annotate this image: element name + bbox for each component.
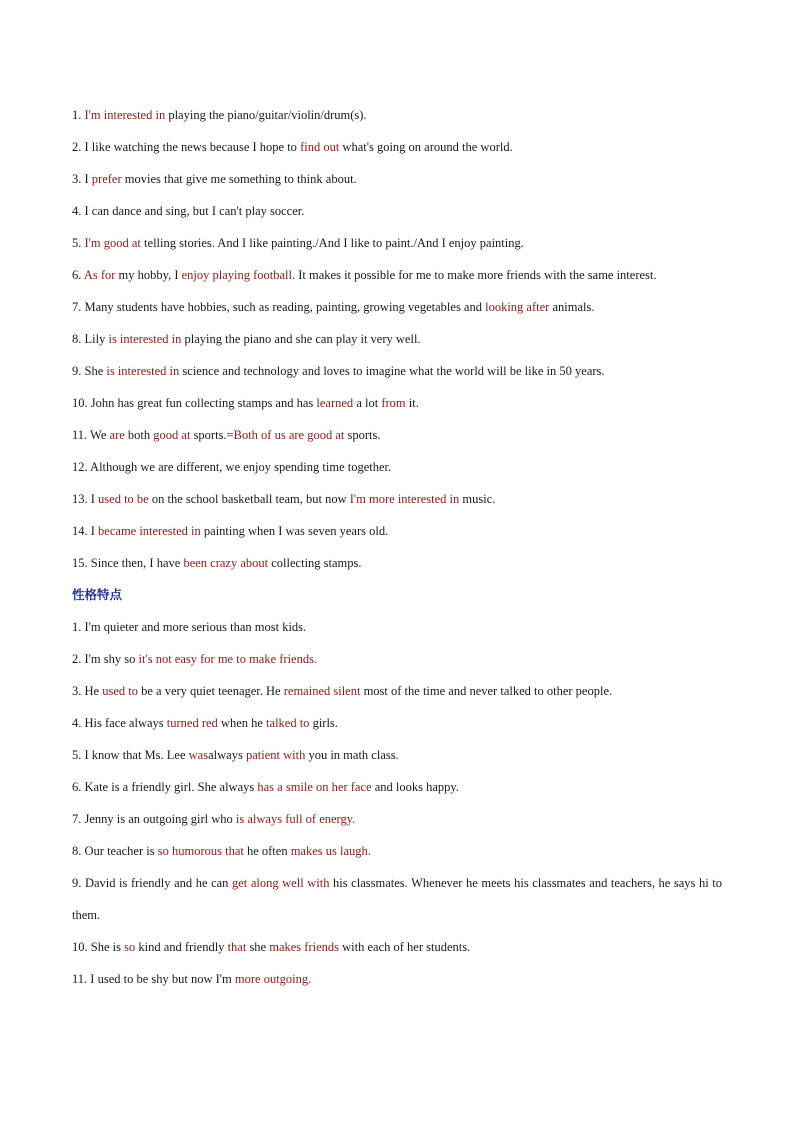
sentence-text: 8. Our teacher is [72, 844, 158, 858]
sentence-text: most of the time and never talked to other people. [360, 684, 613, 698]
highlighted-phrase: is interested in [108, 332, 182, 346]
hobby-sentence [72, 483, 722, 515]
sentence-text: when he [217, 716, 267, 730]
sentence-text: 1. I'm quieter and more serious than most kids. [72, 620, 307, 634]
sentence-text: 7. Jenny is an outgoing girl who [72, 812, 236, 826]
sentence-text: 13. I [72, 492, 99, 506]
highlighted-phrase: get along well with [231, 876, 330, 890]
section-heading-personality: 性格特点 [72, 587, 123, 602]
highlighted-phrase: I'm good at [84, 236, 141, 250]
personality-sentence [72, 771, 722, 803]
highlighted-phrase: As for [83, 268, 116, 282]
highlighted-phrase: it's not easy for me to make friends. [138, 652, 318, 666]
sentence-text: 3. He [72, 684, 103, 698]
sentence-text: collecting stamps. [268, 556, 362, 570]
highlighted-phrase: I'm more interested in [349, 492, 460, 506]
hobby-sentence [72, 291, 722, 323]
personality-sentences [72, 611, 722, 995]
sentence-text: 14. I [72, 524, 99, 538]
sentence-text: 7. Many students have hobbies, such as reading, painting, growing vegetables and [72, 300, 486, 314]
hobby-sentence [72, 163, 722, 195]
sentence-text: it. [405, 396, 419, 410]
sentence-text: 2. I like watching the news because I hope to [72, 140, 301, 154]
highlighted-phrase: Both of us are good at [233, 428, 345, 442]
highlighted-phrase: so [124, 940, 136, 954]
sentence-text: 5. [72, 236, 85, 250]
sentence-text: with each of her students. [339, 940, 471, 954]
sentence-text: playing the piano/guitar/violin/drum(s). [165, 108, 367, 122]
highlighted-phrase: that [227, 940, 247, 954]
sentence-text: 4. I can dance and sing, but I can't play soccer. [72, 204, 305, 218]
personality-sentence [72, 931, 722, 963]
sentence-text: 9. David is friendly and he can [72, 876, 232, 890]
highlighted-phrase: are [109, 428, 125, 442]
highlighted-phrase: was [188, 748, 209, 762]
sentence-text: girls. [309, 716, 338, 730]
hobby-sentence [72, 323, 722, 355]
highlighted-phrase: makes friends [269, 940, 340, 954]
sentence-text: 9. She [72, 364, 107, 378]
hobby-sentence [72, 547, 722, 579]
highlighted-phrase: is interested in [106, 364, 180, 378]
highlighted-phrase: learned [316, 396, 354, 410]
hobby-sentences [72, 99, 722, 579]
highlighted-phrase: remained silent [283, 684, 361, 698]
hobby-sentence [72, 227, 722, 259]
personality-sentence [72, 643, 722, 675]
highlighted-phrase: so humorous that [157, 844, 244, 858]
sentence-text: she [246, 940, 270, 954]
highlighted-phrase: find out [300, 140, 340, 154]
sentence-text: he often [243, 844, 291, 858]
sentence-text: his classmates. Whenever he meets his classmates and teachers, he says hi to them. [72, 876, 722, 922]
sentence-text: and looks happy. [371, 780, 459, 794]
sentence-text: on the school basketball team, but now [148, 492, 350, 506]
personality-sentence [72, 803, 722, 835]
highlighted-phrase: has a smile on her face [257, 780, 372, 794]
sentence-text: 5. I know that Ms. Lee [72, 748, 189, 762]
highlighted-phrase: became interested in [98, 524, 201, 538]
hobby-sentence [72, 451, 722, 483]
sentence-text: you in math class. [305, 748, 399, 762]
sentence-text: 1. [72, 108, 85, 122]
sentence-text: what's going on around the world. [339, 140, 513, 154]
sentence-text: 11. We [72, 428, 110, 442]
sentence-text: 12. Although we are different, we enjoy spending time together. [72, 460, 392, 474]
personality-sentence [72, 675, 722, 707]
highlighted-phrase: turned red [166, 716, 218, 730]
hobby-sentence [72, 515, 722, 547]
sentence-text: science and technology and loves to imagine what the world will be like in 50 years. [179, 364, 605, 378]
sentence-text: music. [459, 492, 496, 506]
hobby-sentence [72, 387, 722, 419]
highlighted-phrase: talked to [266, 716, 310, 730]
highlighted-phrase: looking after [485, 300, 550, 314]
highlighted-phrase: enjoy playing football [181, 268, 293, 282]
sentence-text: 8. Lily [72, 332, 109, 346]
highlighted-phrase: good at [153, 428, 191, 442]
hobby-sentence [72, 195, 722, 227]
hobby-sentence [72, 259, 722, 291]
sentence-text: animals. [549, 300, 595, 314]
sentence-text: 4. His face always [72, 716, 167, 730]
sentence-text: both [124, 428, 154, 442]
sentence-text: 6. [72, 268, 84, 282]
highlighted-phrase: I'm interested in [84, 108, 166, 122]
sentence-text: 11. I used to be shy but now I'm [72, 972, 235, 986]
highlighted-phrase: patient with [245, 748, 306, 762]
sentence-text: . It makes it possible for me to make more friends with the same interest. [292, 268, 657, 282]
sentence-text: be a very quiet teenager. He [137, 684, 284, 698]
sentence-text: 3. I [72, 172, 92, 186]
sentence-text: always [208, 748, 246, 762]
sentence-text: playing the piano and she can play it very well. [181, 332, 421, 346]
personality-sentence [72, 963, 722, 995]
highlighted-phrase: makes us laugh. [290, 844, 371, 858]
highlighted-phrase: more outgoing. [234, 972, 312, 986]
hobby-sentence [72, 419, 722, 451]
sentence-text: 15. Since then, I have [72, 556, 184, 570]
hobby-sentence [72, 131, 722, 163]
sentence-text: telling stories. And I like painting./And I like to paint./And I enjoy painting. [140, 236, 524, 250]
personality-sentence [72, 611, 722, 643]
sentence-text: movies that give me something to think about. [121, 172, 357, 186]
sentence-text: sports. [344, 428, 381, 442]
sentence-text: kind and friendly [135, 940, 228, 954]
highlighted-phrase: is always full of energy. [235, 812, 356, 826]
hobby-sentence [72, 355, 722, 387]
personality-sentence [72, 835, 722, 867]
personality-sentence [72, 739, 722, 771]
highlighted-phrase: used to [102, 684, 138, 698]
sentence-text: 2. I'm shy so [72, 652, 139, 666]
sentence-text: 10. John has great fun collecting stamps and has [72, 396, 317, 410]
highlighted-phrase: used to be [98, 492, 149, 506]
hobby-sentence [72, 99, 722, 131]
sentence-text: painting when I was seven years old. [200, 524, 389, 538]
highlighted-phrase: from [381, 396, 406, 410]
personality-sentence [72, 867, 722, 931]
sentence-text: a lot [353, 396, 382, 410]
highlighted-phrase: prefer [91, 172, 122, 186]
sentence-text: 10. She is [72, 940, 125, 954]
sentence-text: 6. Kate is a friendly girl. She always [72, 780, 258, 794]
highlighted-phrase: been crazy about [183, 556, 269, 570]
sentence-text: sports.= [190, 428, 234, 442]
personality-sentence [72, 707, 722, 739]
sentence-text: my hobby, I [115, 268, 182, 282]
